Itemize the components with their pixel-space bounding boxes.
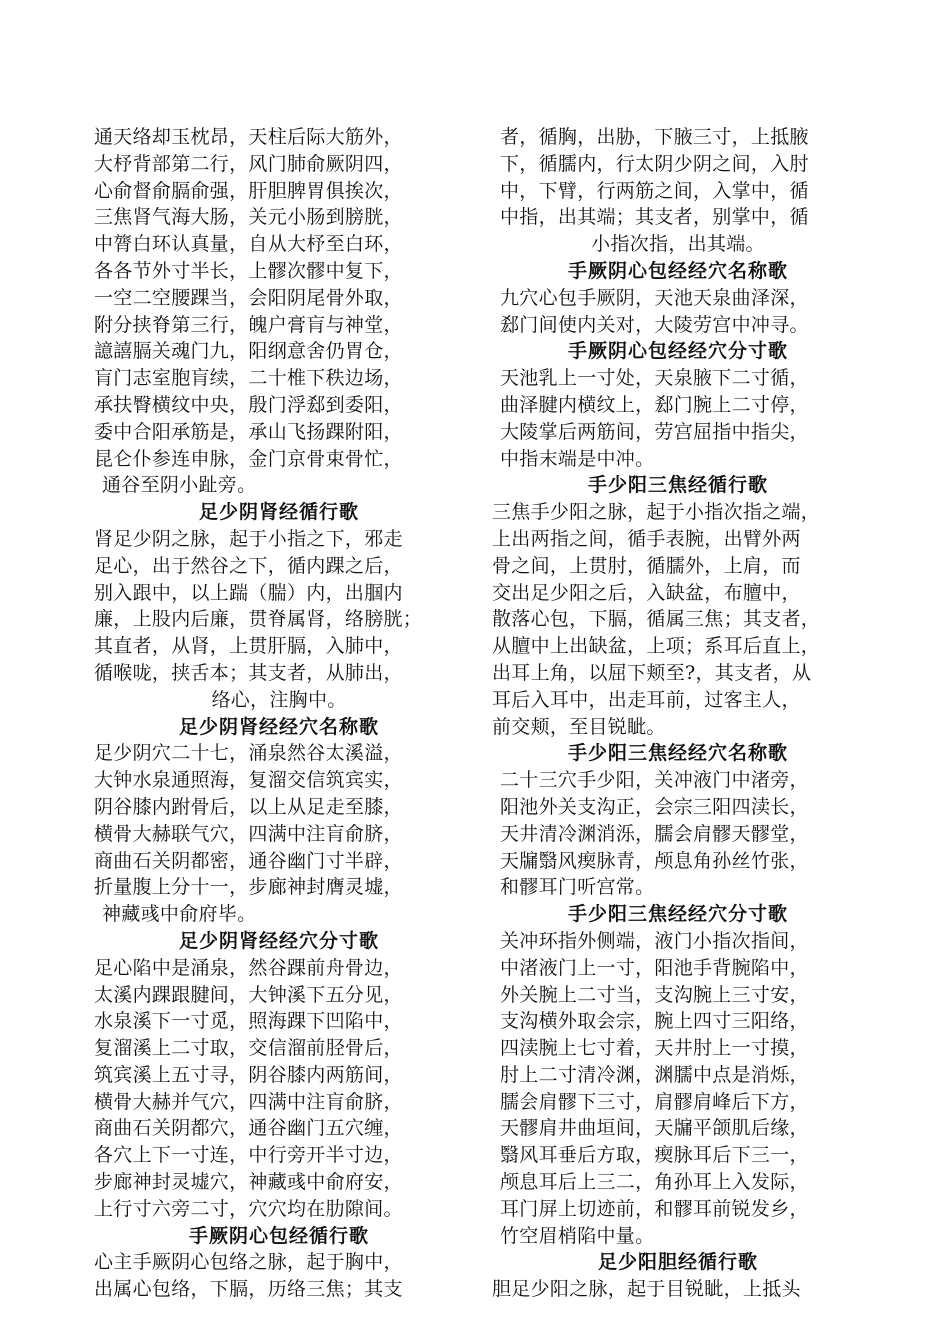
text-line: 其直者，从肾，上贯肝膈，入肺中， [94,635,403,658]
text-line: 散落心包，下膈，循属三焦；其支者， [492,608,821,631]
text-line: 太溪内踝跟腱间，大钟溪下五分见， [94,983,403,1006]
text-line: 循喉咙，挟舌本；其支者，从肺出， [94,661,403,684]
text-line: 足心陷中是涌泉，然谷踝前舟骨边， [94,956,403,979]
text-line: 通天络却玉枕昂，天柱后际大筋外， [94,126,403,148]
text-line: 中指末端是中冲。 [500,447,655,470]
text-line: 交出足少阳之后，入缺盆，布膻中， [492,581,801,604]
text-line: 者，循胸，出胁，下腋三寸，上抵腋 [500,126,809,148]
text-line: 心俞督俞膈俞强，肝胆脾胃俱挨次， [94,179,403,202]
text-line: 神藏彧中俞府毕。 [102,903,257,926]
text-line: 翳风耳垂后方取，瘈脉耳后下三一， [500,1144,809,1167]
text-line: 足少阴穴二十七，涌泉然谷太溪溢， [94,742,403,765]
right-column [492,124,864,1303]
text-line: 三焦手少阳之脉，起于小指次指之端， [492,501,821,524]
text-line: 譩譆膈关魂门九，阳纲意舍仍胃仓， [94,340,403,363]
text-line: 承扶臀横纹中央，殷门浮郄到委阳， [94,393,403,416]
text-line: 肘上二寸清冷渊，渊臑中点是消烁， [500,1063,809,1086]
text-line: 筑宾溪上五寸寻，阴谷膝内两筋间， [94,1063,403,1086]
text-line: 耳门屏上切迹前，和髎耳前锐发乡， [500,1197,809,1220]
text-line: 外关腕上二寸当，支沟腕上三寸安， [500,983,809,1006]
text-line: 天髎肩井曲垣间，天牖平颌肌后缘， [500,1117,809,1140]
text-line: 二十三穴手少阳，关冲液门中渚旁， [500,769,809,792]
text-line: 各穴上下一寸连，中行旁开半寸边， [94,1144,403,1167]
text-line: 三焦肾气海大肠，关元小肠到膀胱， [94,206,403,229]
text-line: 折量腹上分十一，步廊神封膺灵墟， [94,876,403,899]
section-heading: 足少阴肾经经穴名称歌 [178,715,379,738]
text-line: 横骨大赫并气穴，四满中注肓俞脐， [94,1090,403,1113]
text-line: 和髎耳门听宫常。 [500,876,655,899]
section-heading: 足少阴肾经循行歌 [198,501,359,524]
text-line: 心主手厥阴心包络之脉，起于胸中， [94,1251,403,1274]
text-line: 出属心包络，下膈，历络三焦；其支 [94,1278,403,1301]
text-line: 中膂白环认真量，自从大杼至白环， [94,233,403,256]
text-line: 附分挟脊第三行，魄户膏肓与神堂， [94,313,403,336]
text-line: 复溜溪上二寸取，交信溜前胫骨后， [94,1037,403,1060]
text-line: 四渎腕上七寸着，天井肘上一寸摸， [500,1037,809,1060]
text-line: 前交颊，至目锐眦。 [492,715,666,738]
text-line: 阳池外关支沟正，会宗三阳四渎长， [500,795,809,818]
text-line: 中渚液门上一寸，阳池手背腕陷中， [500,956,809,979]
text-line: 大杼背部第二行，风门肺俞厥阴四， [94,152,403,175]
text-line: 出耳上角，以屈下颊至?，其支者，从 [492,661,812,684]
text-line: 天井清冷渊消泺，臑会肩髎天髎堂， [500,822,809,845]
text-line: 水泉溪下一寸觅，照海踝下凹陷中， [94,1010,403,1033]
text-line: 通谷至阴小趾旁。 [102,474,257,497]
text-line: 上出两指之间，循手表腕，出臂外两 [492,527,801,550]
text-line: 天牖翳风瘈脉青，颅息角孙丝竹张， [500,849,809,872]
section-heading: 手少阳三焦经循行歌 [587,474,768,497]
text-line: 骨之间，上贯肘，循臑外，上肩，而 [492,554,801,577]
text-line: 肾足少阴之脉，起于小指之下，邪走 [94,527,403,550]
text-line: 关冲环指外侧端，液门小指次指间， [500,929,809,952]
text-line: 大钟水泉通照海，复溜交信筑宾实， [94,769,403,792]
section-heading: 手厥阴心包经经穴名称歌 [567,259,788,282]
section-heading: 手少阳三焦经经穴分寸歌 [567,903,788,926]
text-line: 阴谷膝内跗骨后，以上从足走至膝， [94,795,403,818]
text-line: 中，下臂，行两筋之间，入掌中，循 [500,179,809,202]
text-line: 商曲石关阴都穴，通谷幽门五穴缠， [94,1117,403,1140]
text-line: 昆仑仆参连申脉，金门京骨束骨忙， [94,447,403,470]
text-line: 廉，上股内后廉，贯脊属肾，络膀胱； [94,608,423,631]
text-line: 小指次指，出其端。 [591,233,765,256]
text-line: 大陵掌后两筋间，劳宫屈指中指尖， [500,420,809,443]
text-line: 络心，注胸中。 [211,688,347,711]
text-line: 九穴心包手厥阴，天池天泉曲泽深， [500,286,809,309]
text-line: 一空二空腰踝当，会阳阴尾骨外取， [94,286,403,309]
text-line: 天池乳上一寸处，天泉腋下二寸循， [500,367,809,390]
text-line: 下，循臑内，行太阴少阴之间，入肘 [500,152,809,175]
text-line: 商曲石关阴都密，通谷幽门寸半辟， [94,849,403,872]
text-line: 竹空眉梢陷中量。 [500,1224,655,1247]
text-line: 曲泽腱内横纹上，郄门腕上二寸停， [500,393,809,416]
text-line: 肓门志室胞肓续，二十椎下秩边场， [94,367,403,390]
text-line: 耳后入耳中，出走耳前，过客主人， [492,688,801,711]
text-line: 从膻中上出缺盆，上项；系耳后直上， [492,635,821,658]
text-line: 郄门间使内关对，大陵劳宫中冲寻。 [500,313,809,336]
section-heading: 足少阳胆经循行歌 [597,1251,758,1274]
text-line: 臑会肩髎下三寸，肩髎肩峰后下方， [500,1090,809,1113]
text-line: 步廊神封灵墟穴，神藏彧中俞府安， [94,1171,403,1194]
text-line: 中指，出其端；其支者，别掌中，循 [500,206,809,229]
text-line: 各各节外寸半长，上髎次髎中复下， [94,259,403,282]
section-heading: 足少阴肾经经穴分寸歌 [178,929,379,952]
text-line: 别入跟中，以上踹（腨）内，出腘内 [94,581,403,604]
section-heading: 手少阳三焦经经穴名称歌 [567,742,788,765]
section-heading: 手厥阴心包经经穴分寸歌 [567,340,788,363]
text-line: 横骨大赫联气穴，四满中注肓俞脐， [94,822,403,845]
text-line: 委中合阳承筋是，承山飞扬踝附阳， [94,420,403,443]
text-line: 支沟横外取会宗，腕上四寸三阳络， [500,1010,809,1033]
text-line: 上行寸六旁二寸，穴穴均在肋隙间。 [94,1197,403,1220]
left-column [94,124,464,1303]
text-line: 足心，出于然谷之下，循内踝之后， [94,554,403,577]
section-heading: 手厥阴心包经循行歌 [188,1224,369,1247]
text-line: 颅息耳后上三二，角孙耳上入发际， [500,1171,809,1194]
text-line: 胆足少阳之脉，起于目锐眦，上抵头 [492,1278,801,1301]
